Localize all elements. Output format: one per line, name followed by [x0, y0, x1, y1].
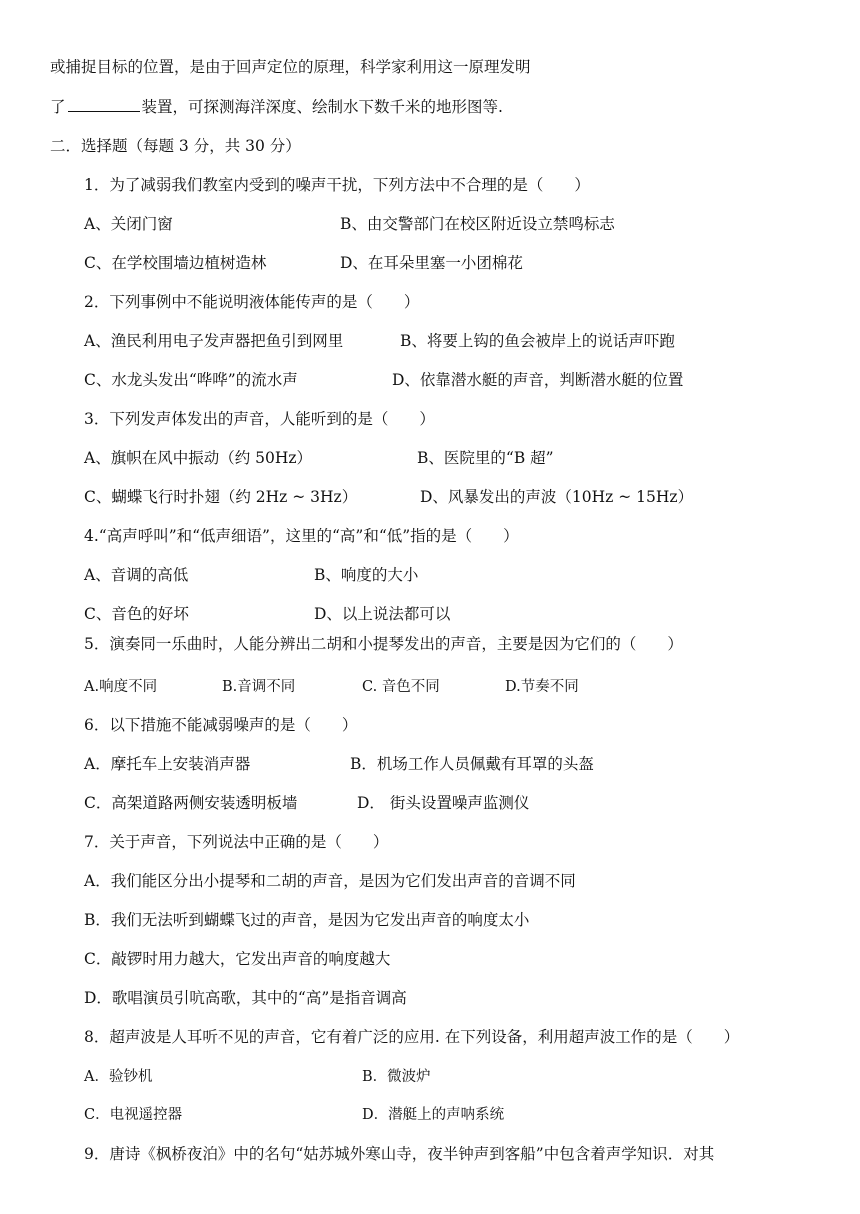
question-3-option-d: D、风暴发出的声波（10Hz ~ 15Hz） — [420, 488, 694, 506]
question-2-option-b: B、将要上钩的鱼会被岸上的说话声吓跑 — [400, 332, 675, 350]
question-7-option-b: B．我们无法听到蝴蝶飞过的声音，是因为它发出声音的响度太小 — [84, 911, 530, 929]
question-5-option-d: D.节奏不同 — [505, 679, 579, 695]
question-2-stem: 2．下列事例中不能说明液体能传声的是（ ） — [84, 293, 420, 311]
question-6-stem: 6．以下措施不能减弱噪声的是（ ） — [84, 716, 358, 734]
intro-line-2-post: 装置，可探测海洋深度、绘制水下数千米的地形图等. — [141, 98, 503, 116]
question-3-stem: 3．下列发声体发出的声音，人能听到的是（ ） — [84, 410, 435, 428]
question-8-option-a: A．验钞机 — [84, 1069, 153, 1085]
question-6-option-b: B．机场工作人员佩戴有耳罩的头盔 — [350, 755, 594, 773]
question-1-option-b: B、由交警部门在校区附近设立禁鸣标志 — [340, 215, 615, 233]
question-1-stem: 1．为了减弱我们教室内受到的噪声干扰，下列方法中不合理的是（ ） — [84, 176, 590, 194]
intro-line-2 — [50, 97, 503, 117]
question-9-stem: 9．唐诗《枫桥夜泊》中的名句“姑苏城外寒山寺，夜半钟声到客船”中包含着声学知识．对其 — [84, 1145, 715, 1163]
question-5-stem: 5．演奏同一乐曲时，人能分辨出二胡和小提琴发出的声音，主要是因为它们的（ ） — [84, 635, 683, 653]
question-4-option-d: D、以上说法都可以 — [314, 605, 451, 623]
question-2-option-a: A、渔民利用电子发声器把鱼引到网里 — [84, 332, 344, 350]
fill-in-blank — [68, 97, 140, 112]
question-4-stem: 4.“高声呼叫”和“低声细语”，这里的“高”和“低”指的是（ ） — [84, 527, 519, 545]
question-1-option-d: D、在耳朵里塞一小团棉花 — [340, 254, 523, 272]
question-5-option-a: A.响度不同 — [84, 679, 158, 695]
question-7-option-a: A．我们能区分出小提琴和二胡的声音，是因为它们发出声音的音调不同 — [84, 872, 576, 890]
question-7-option-c: C．敲锣时用力越大，它发出声音的响度越大 — [84, 950, 391, 968]
question-4-option-b: B、响度的大小 — [314, 566, 419, 584]
question-8-option-d: D．潜艇上的声呐系统 — [362, 1107, 505, 1123]
question-1-option-c: C、在学校围墙边植树造林 — [84, 254, 267, 272]
question-8-stem: 8．超声波是人耳听不见的声音，它有着广泛的应用. 在下列设备，利用超声波工作的是（ ） — [84, 1028, 740, 1046]
question-5-option-b: B.音调不同 — [222, 679, 296, 695]
question-7-option-d: D．歌唱演员引吭高歌，其中的“高”是指音调高 — [84, 989, 407, 1007]
question-6-option-d: D． 街头设置噪声监测仪 — [357, 794, 530, 812]
question-2-option-c: C、水龙头发出“哗哗”的流水声 — [84, 371, 298, 389]
section-title: 二．选择题（每题 3 分，共 30 分） — [50, 137, 301, 155]
question-3-option-b: B、医院里的“B 超” — [417, 449, 554, 467]
question-3-option-a: A、旗帜在风中振动（约 50Hz） — [84, 449, 313, 467]
intro-line-2-pre: 了 — [50, 98, 66, 116]
question-8-option-c: C．电视遥控器 — [84, 1107, 183, 1123]
intro-line-1: 或捕捉目标的位置，是由于回声定位的原理，科学家利用这一原理发明 — [50, 58, 531, 76]
question-6-option-c: C．高架道路两侧安装透明板墙 — [84, 794, 298, 812]
question-5-option-c: C. 音色不同 — [362, 679, 440, 695]
question-3-option-c: C、蝴蝶飞行时扑翅（约 2Hz ~ 3Hz） — [84, 488, 358, 506]
question-8-option-b: B．微波炉 — [362, 1069, 431, 1085]
question-7-stem: 7．关于声音，下列说法中正确的是（ ） — [84, 833, 389, 851]
question-4-option-c: C、音色的好坏 — [84, 605, 189, 623]
question-1-option-a: A、关闭门窗 — [84, 215, 173, 233]
question-2-option-d: D、依靠潜水艇的声音，判断潜水艇的位置 — [392, 371, 684, 389]
question-6-option-a: A．摩托车上安装消声器 — [84, 755, 251, 773]
question-4-option-a: A、音调的高低 — [84, 566, 189, 584]
